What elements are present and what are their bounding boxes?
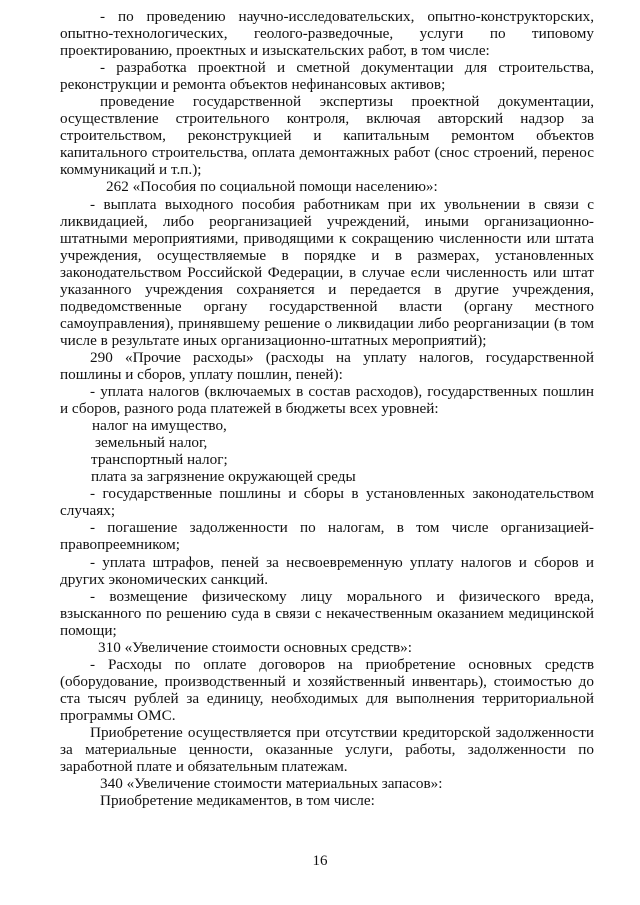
tax-item-transport: транспортный налог; bbox=[91, 451, 228, 469]
paragraph-acquisition-conditions: Приобретение осуществляется при отсутствии кредиторской задолженности за материальные ценности, оказанные услуги, работы, задолженности по заработной плате и обязательным платежам. bbox=[60, 723, 594, 776]
paragraph-research-works: - по проведению научно-исследовательских, опытно-конструкторских, опытно-технологических, геолого-разведочные, услуги по типовому проектированию, проектных и изыскательских работ, в том числе: bbox=[60, 8, 594, 60]
paragraph-fixed-assets-contracts: - Расходы по оплате договоров на приобретение основных средств (оборудование, производственный и хозяйственный инвентарь), стоимостью до ста тысяч рублей за единицу, необходимых для выполнения территориальной программы ОМС. bbox=[60, 655, 594, 724]
paragraph-debt-repayment: - погашение задолженности по налогам, в том числе организацией-правопреемником; bbox=[60, 519, 594, 554]
paragraph-fines: - уплата штрафов, пеней за несвоевременную уплату налогов и сборов и других экономических санкций. bbox=[60, 553, 594, 588]
paragraph-medicines: Приобретение медикаментов, в том числе: bbox=[100, 792, 375, 810]
paragraph-state-expertise: проведение государственной экспертизы проектной документации, осуществление строительного контроля, включая авторский надзор за строительством, реконструкцией и капитальным ремонтом объектов капитального строительства, оплата демонтажных работ (снос строений, перенос коммуникаций и т.п.); bbox=[60, 93, 594, 179]
page-number: 16 bbox=[312, 853, 328, 869]
paragraph-state-duties: - государственные пошлины и сборы в установленных законодательством случаях; bbox=[60, 485, 594, 520]
heading-340-material-stocks: 340 «Увеличение стоимости материальных запасов»: bbox=[100, 775, 443, 793]
heading-290-other-expenses: 290 «Прочие расходы» (расходы на уплату налогов, государственной пошлины и сборов, уплату пошлин, пеней): bbox=[60, 348, 594, 383]
heading-310-fixed-assets: 310 «Увеличение стоимости основных средств»: bbox=[98, 638, 412, 656]
paragraph-design-documentation: - разработка проектной и сметной документации для строительства, реконструкции и ремонта объектов нефинансовых активов; bbox=[60, 59, 594, 94]
tax-item-pollution: плата за загрязнение окружающей среды bbox=[91, 468, 356, 486]
paragraph-compensation: - возмещение физическому лицу морального и физического вреда, взысканного по решению суда в связи с некачественным оказанием медицинской помощи; bbox=[60, 587, 594, 639]
paragraph-severance-pay: - выплата выходного пособия работникам при их увольнении в связи с ликвидацией, либо реорганизацией учреждений, иными организационно-штатными мероприятиями, приводящими к сокращению численности или штата учреждения, осуществляемые в порядке и в размерах, установленных законодательством Российской Федерации, в случае если численность или штат указанного учреждения сохраняется и передается в другие учреждения, подведомственные органу государственной власти (органу местного самоуправления), принявшему решение о ликвидации либо реорганизации (в том числе в результате иных организационно-штатных мероприятий); bbox=[60, 195, 594, 349]
paragraph-tax-payments: - уплата налогов (включаемых в состав расходов), государственных пошлин и сборов, разного рода платежей в бюджеты всех уровней: bbox=[60, 383, 594, 418]
heading-262-social-benefits: 262 «Пособия по социальной помощи населению»: bbox=[106, 178, 438, 196]
tax-item-land: земельный налог, bbox=[95, 434, 208, 452]
tax-item-property: налог на имущество, bbox=[92, 417, 227, 435]
